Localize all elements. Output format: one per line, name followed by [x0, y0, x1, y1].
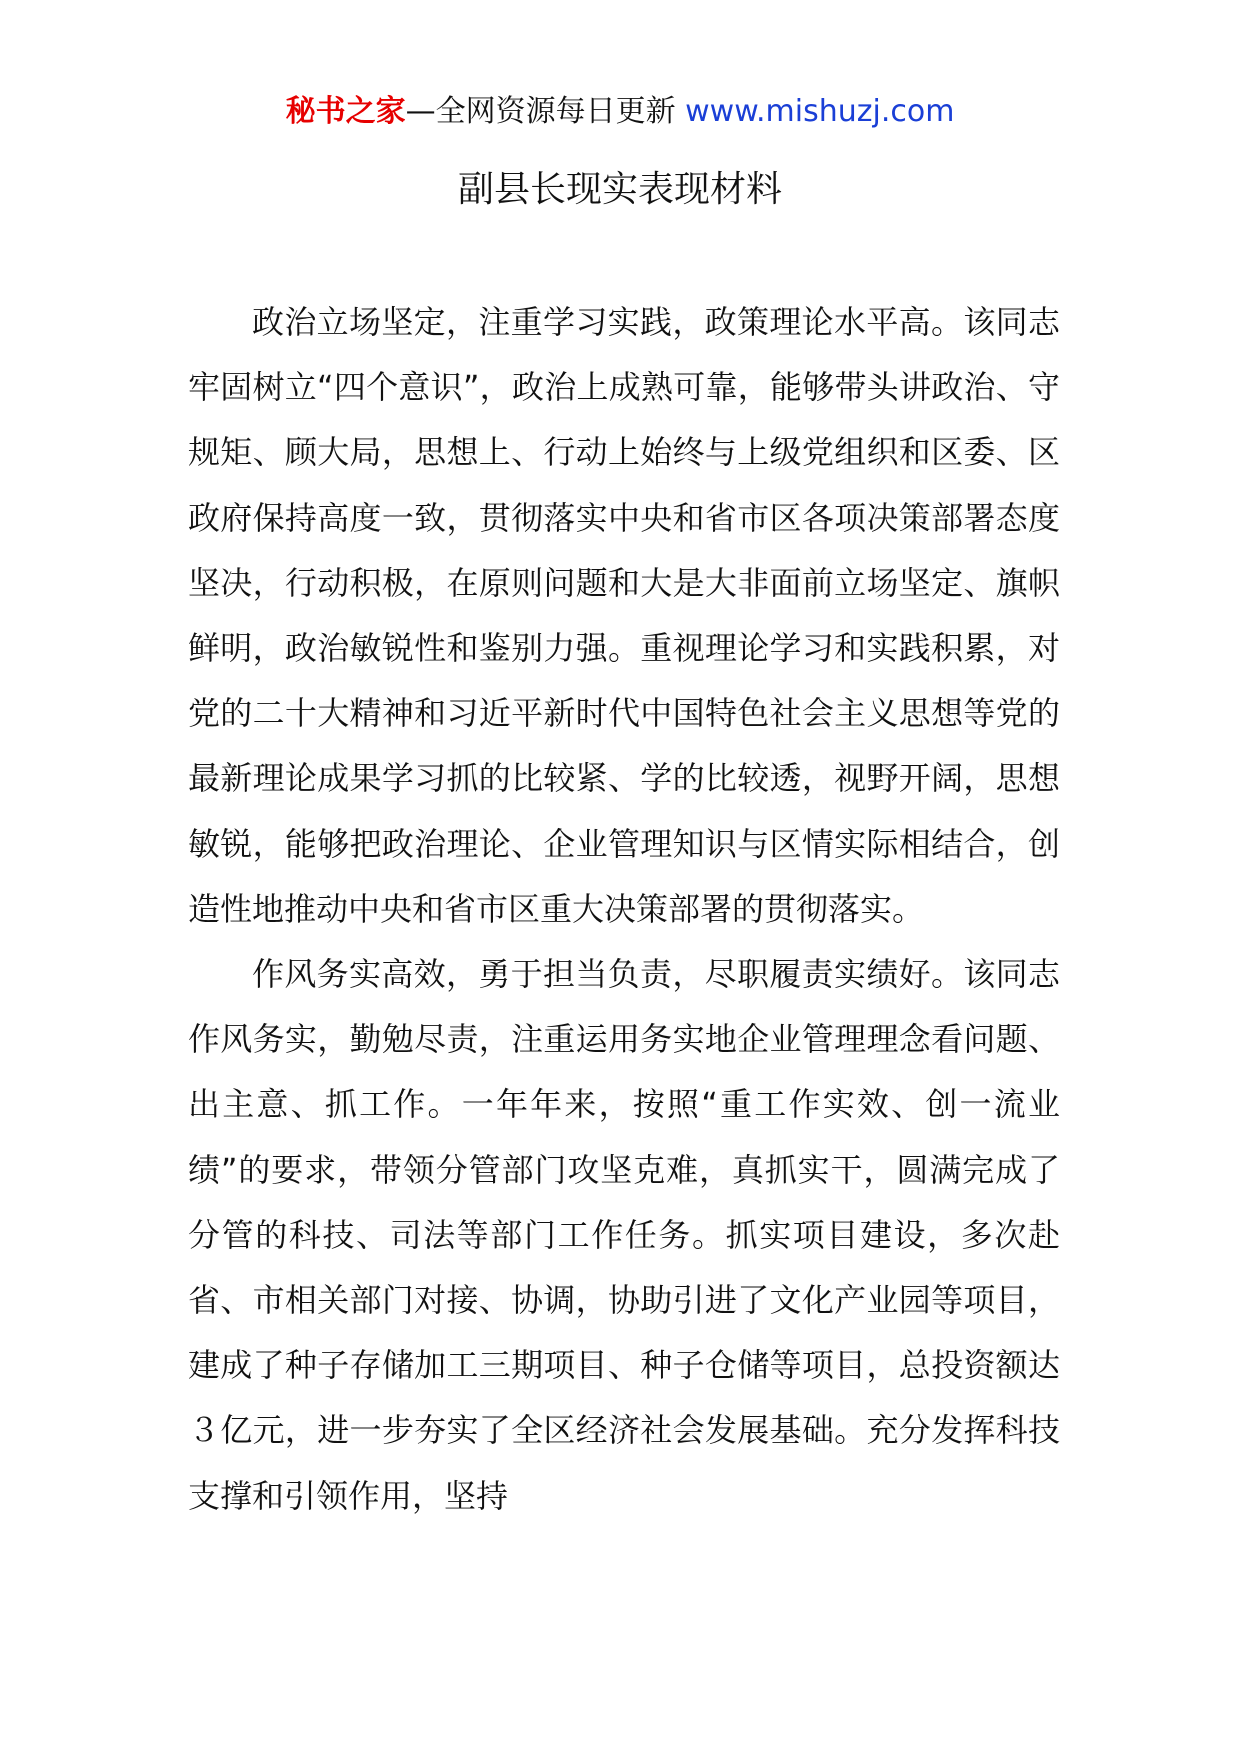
document-title: 副县长现实表现材料: [457, 169, 782, 210]
brand-name: 秘书之家: [285, 94, 406, 129]
document-body: [188, 290, 1060, 1529]
paragraph-work-style: 作风务实高效，勇于担当负责，尽职履责实绩好。该同志作风务实，勤勉尽责，注重运用务实地企业管理理念看问题、出主意、抓工作。一年年来，按照“重工作实效、创一流业绩”的要求，带领分管部门攻坚克难，真抓实干，圆满完成了分管的科技、司法等部门工作任务。抓实项目建设，多次赴省、市相关部门对接、协调，协助引进了文化产业园等项目，建成了种子存储加工三期项目、种子仓储等项目，总投资额达３亿元，进一步夯实了全区经济社会发展基础。充分发挥科技支撑和引领作用，坚持: [188, 955, 1060, 1515]
site-url-link[interactable]: www.mishuzj.com: [685, 94, 955, 129]
header-slogan: —全网资源每日更新: [405, 94, 686, 129]
paragraph-political-stance: 政治立场坚定，注重学习实践，政策理论水平高。该同志牢固树立“四个意识”，政治上成熟可靠，能够带头讲政治、守规矩、顾大局，思想上、行动上始终与上级党组织和区委、区政府保持高度一致，贯彻落实中央和省市区各项决策部署态度坚决，行动积极，在原则问题和大是大非面前立场坚定、旗帜鲜明，政治敏锐性和鉴别力强。重视理论学习和实践积累，对党的二十大精神和习近平新时代中国特色社会主义思想等党的最新理论成果学习抓的比较紧、学的比较透，视野开阔，思想敏锐，能够把政治理论、企业管理知识与区情实际相结合，创造性地推动中央和省市区重大决策部署的贯彻落实。: [188, 303, 1060, 928]
site-header: [0, 92, 1240, 132]
